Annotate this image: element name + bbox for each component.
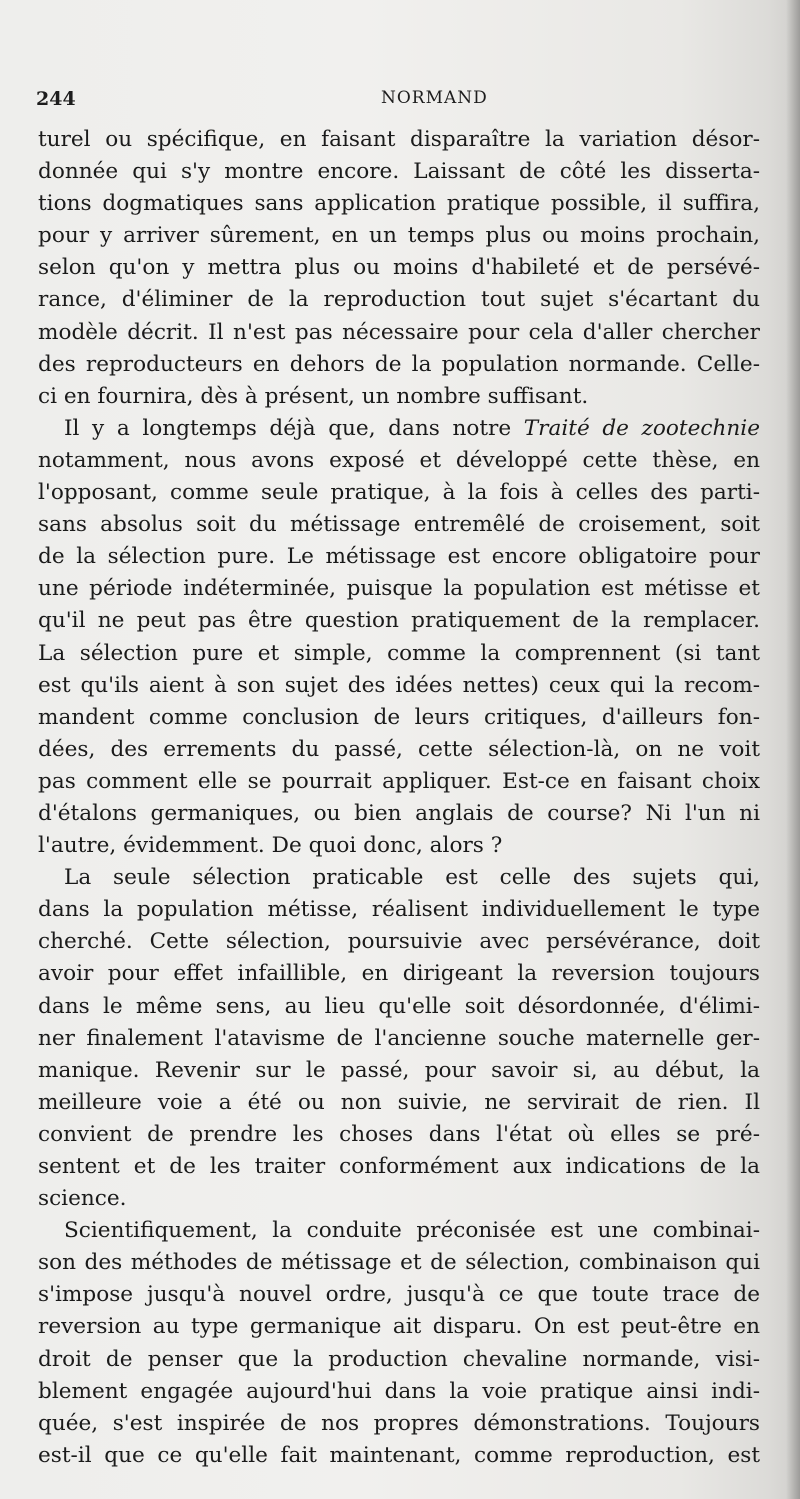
text-line: avoir pour effet infaillible, en dirigeant la reversion toujours	[38, 961, 760, 987]
text-line: quée, s'est inspirée de nos propres démonstrations. Toujours	[38, 1410, 760, 1436]
text-line: d'étalons germaniques, ou bien anglais de course? Ni l'un ni	[38, 800, 760, 826]
text-line: notamment, nous avons exposé et développé cette thèse, en	[38, 447, 760, 473]
book-title: Traité de zootechnie	[523, 415, 760, 441]
text-line: cherché. Cette sélection, poursuivie avec persévérance, doit	[38, 929, 760, 955]
text-line: dées, des errements du passé, cette sélection-là, on ne voit	[38, 736, 760, 762]
text-line: La sélection pure et simple, comme la comprennent (si tant	[38, 640, 760, 666]
text-line: de la sélection pure. Le métissage est encore obligatoire pour	[38, 544, 760, 570]
text-line: modèle décrit. Il n'est pas nécessaire pour cela d'aller chercher	[38, 319, 760, 345]
text-line: s'impose jusqu'à nouvel ordre, jusqu'à ce que toute trace de	[38, 1282, 760, 1308]
page-number: 244	[36, 88, 76, 110]
text-line: est qu'ils aient à son sujet des idées nettes) ceux qui la recom-	[38, 672, 760, 698]
text-line: tions dogmatiques sans application pratique possible, il suffira,	[38, 191, 760, 217]
text-line: qu'il ne peut pas être question pratiquement de la remplacer.	[38, 608, 760, 634]
text-line: convient de prendre les choses dans l'état où elles se pré-	[38, 1121, 760, 1147]
text-segment: Il y a longtemps déjà que, dans notre	[64, 415, 524, 441]
text-line: manique. Revenir sur le passé, pour savoir si, au début, la	[38, 1057, 760, 1083]
text-line: l'autre, évidemment. De quoi donc, alors ?	[38, 833, 503, 859]
text-line: dans la population métisse, réalisent individuellement le type	[38, 897, 760, 923]
text-line: des reproducteurs en dehors de la population normande. Celle-	[38, 351, 760, 377]
text-line: blement engagée aujourd'hui dans la voie pratique ainsi indi-	[38, 1378, 760, 1404]
text-line: donnée qui s'y montre encore. Laissant de côté les disserta-	[38, 159, 760, 185]
text-line: ci en fournira, dès à présent, un nombre suffisant.	[38, 383, 589, 409]
text-line: rance, d'éliminer de la reproduction tout sujet s'écartant du	[38, 287, 760, 313]
paragraph-4	[38, 1215, 760, 1472]
text-line: est-il que ce qu'elle fait maintenant, comme reproduction, est	[38, 1442, 760, 1468]
paragraph-3	[38, 862, 760, 1215]
page-header	[36, 88, 756, 118]
text-line: ner finalement l'atavisme de l'ancienne souche maternelle ger-	[38, 1025, 760, 1051]
text-line: selon qu'on y mettra plus ou moins d'habileté et de persévé-	[38, 255, 760, 281]
text-line: meilleure voie a été ou non suivie, ne servirait de rien. Il	[38, 1089, 760, 1115]
text-line: droit de penser que la production chevaline normande, visi-	[38, 1346, 760, 1372]
text-line: Scientifiquement, la conduite préconisée est une combinai-	[64, 1218, 760, 1244]
text-line: l'opposant, comme seule pratique, à la fois à celles des parti-	[38, 480, 760, 506]
text-line: une période indéterminée, puisque la population est métisse et	[38, 576, 760, 602]
text-line: pour y arriver sûrement, en un temps plus ou moins prochain,	[38, 223, 760, 249]
paragraph-2	[38, 413, 760, 862]
text-line: reversion au type germanique ait disparu. On est peut-être en	[38, 1314, 760, 1340]
text-line: La seule sélection praticable est celle des sujets qui,	[64, 865, 760, 891]
text-line: sans absolus soit du métissage entremêlé de croisement, soit	[38, 512, 760, 538]
running-head: NORMAND	[381, 88, 488, 108]
text-line	[38, 413, 760, 445]
body-text	[38, 124, 760, 1472]
text-line: mandent comme conclusion de leurs critiques, d'ailleurs fon-	[38, 704, 760, 730]
text-line: turel ou spécifique, en faisant disparaître la variation désor-	[38, 127, 760, 152]
paragraph-1	[38, 124, 760, 413]
text-line: sentent et de les traiter conformément aux indications de la	[38, 1154, 760, 1179]
page-edge-shadow	[786, 0, 800, 1499]
text-line: pas comment elle se pourrait appliquer. Est-ce en faisant choix	[38, 768, 760, 794]
text-line: son des méthodes de métissage et de sélection, combinaison qui	[38, 1250, 760, 1276]
text-line: science.	[38, 1186, 127, 1212]
text-line: dans le même sens, au lieu qu'elle soit désordonnée, d'élimi-	[38, 993, 760, 1019]
